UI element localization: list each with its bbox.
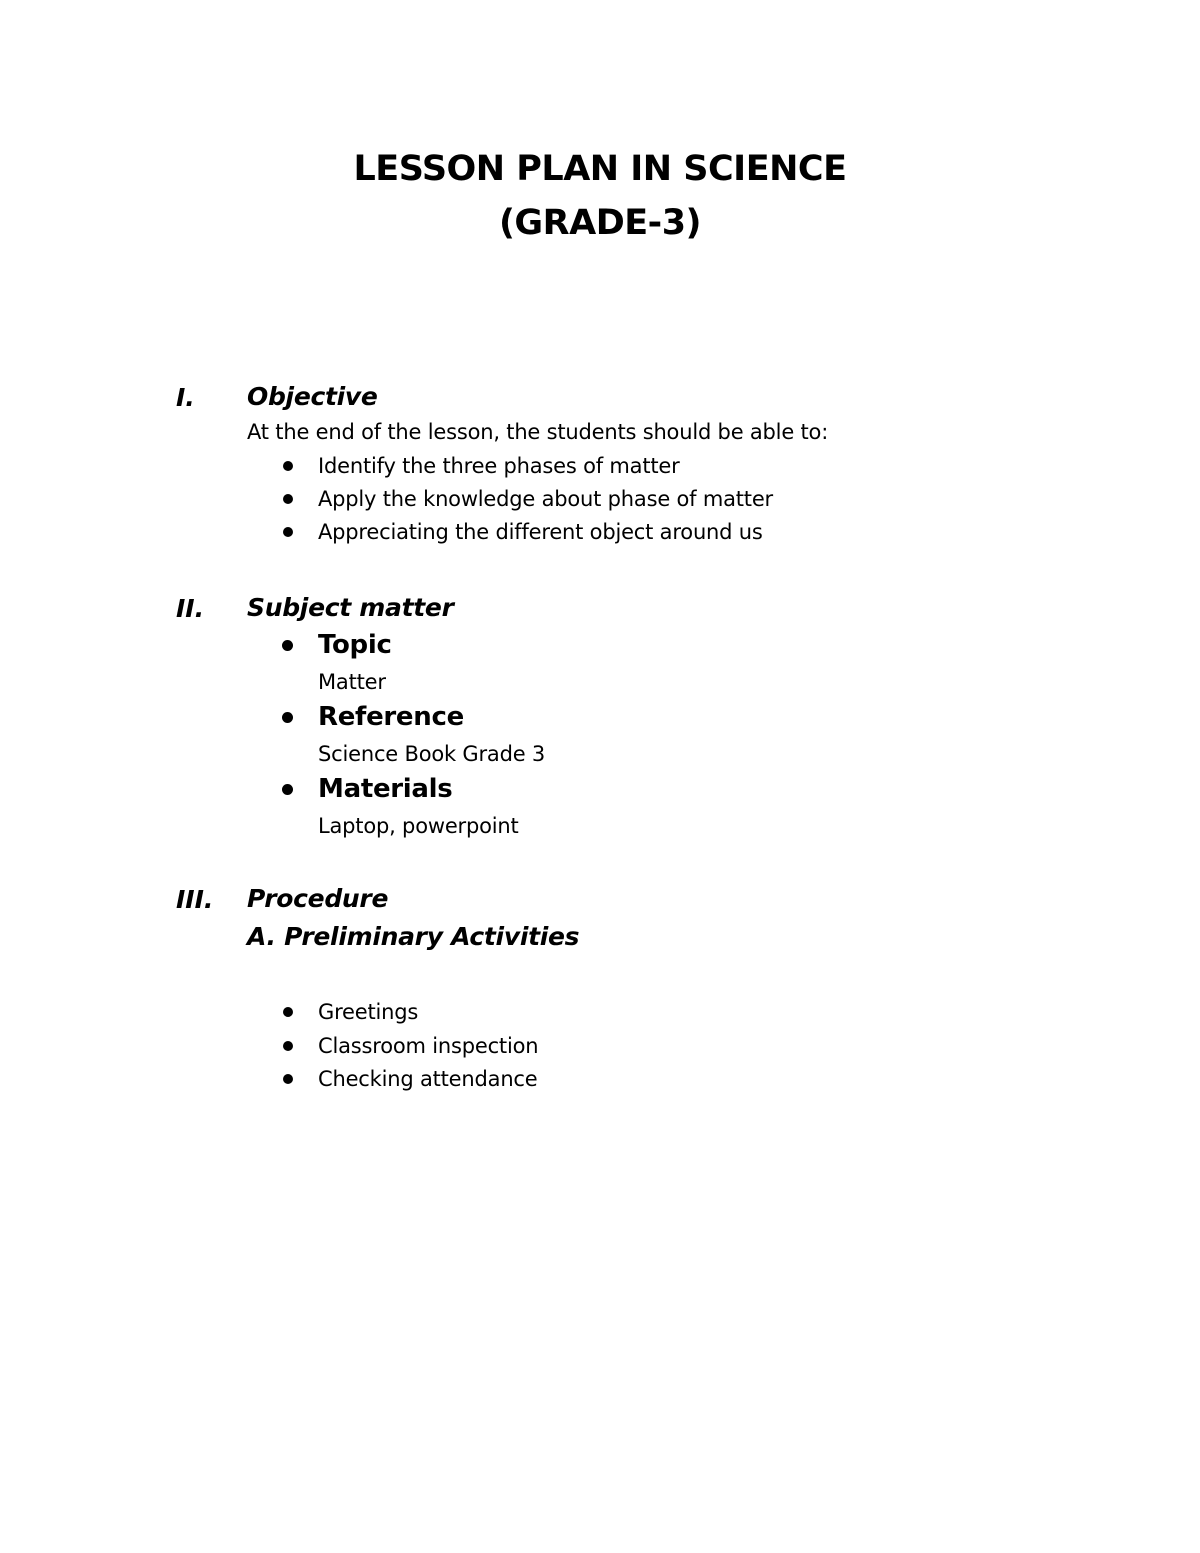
activity-item-1: Greetings [318,1000,419,1024]
materials-label: Materials [318,774,453,804]
reference-value: Science Book Grade 3 [318,742,546,766]
bullet-icon [283,1041,293,1051]
objective-item-2: Apply the knowledge about phase of matter [318,487,773,511]
document-title: LESSON PLAN IN SCIENCE [353,149,847,189]
materials-value: Laptop, powerpoint [318,814,519,838]
section-1-heading: Objective [247,382,378,411]
bullet-icon [283,1007,293,1017]
objective-intro: At the end of the lesson, the students should be able to: [247,420,829,444]
activity-item-3: Checking attendance [318,1067,538,1091]
objective-item-3: Appreciating the different object around us [318,520,763,544]
section-3-numeral: III. [176,885,214,914]
bullet-icon [283,494,293,504]
bullet-icon [282,784,293,795]
bullet-icon [282,640,293,651]
bullet-icon [283,1074,293,1084]
bullet-icon [283,461,293,471]
bullet-icon [283,527,293,537]
section-2-heading: Subject matter [247,593,454,622]
topic-label: Topic [318,630,392,660]
bullet-icon [282,712,293,723]
section-3-heading: Procedure [247,884,389,913]
reference-label: Reference [318,702,464,732]
preliminary-activities-heading: A. Preliminary Activities [247,922,580,951]
objective-item-1: Identify the three phases of matter [318,454,680,478]
topic-value: Matter [318,670,386,694]
section-1-numeral: I. [176,383,195,412]
document-subtitle: (GRADE-3) [498,203,702,243]
activity-item-2: Classroom inspection [318,1034,539,1058]
section-2-numeral: II. [176,594,205,623]
